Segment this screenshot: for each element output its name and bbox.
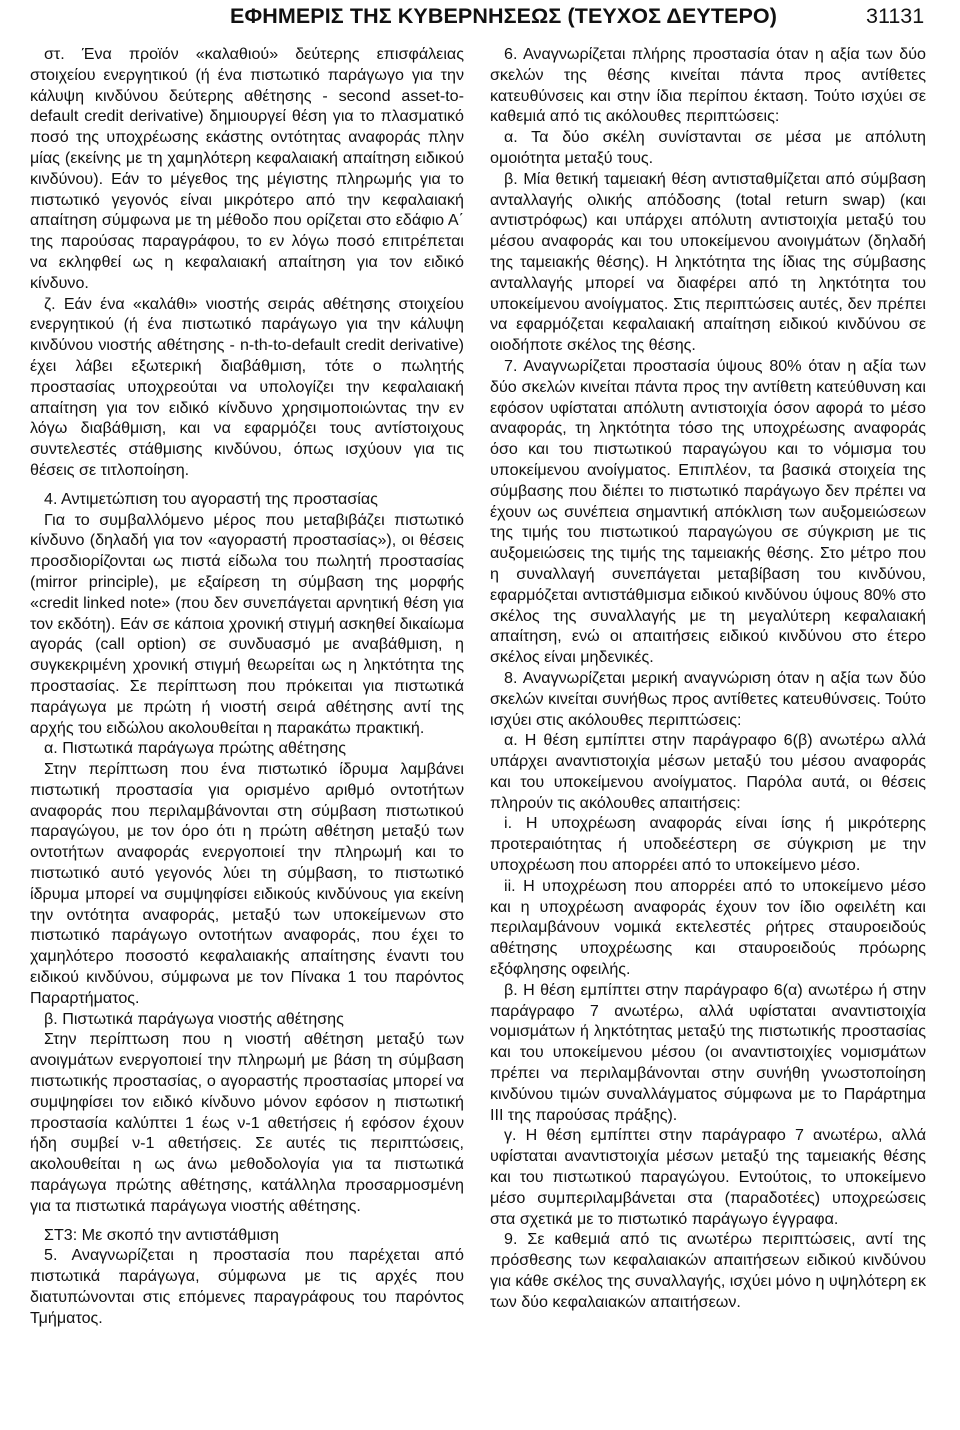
paragraph: γ. Η θέση εμπίπτει στην παράγραφο 7 ανωτέρω, αλλά υφίσταται αναντιστοιχία μέσων μεταξύ της ταμειακής θέσης και του πιστωτικού παραγώγου. Εντούτοις, το υποκείμενο μέσο συμπεριλαμβάνεται στα (παραδοτέες) υποχρεώσεις στα σχετικά με το πιστωτικό παράγωγο έγγραφα. (490, 1126, 926, 1228)
right-column (490, 44, 926, 1313)
paragraph: 6. Αναγνωρίζεται πλήρης προστασία όταν η αξία των δύο σκελών της θέσης κινείται πάντα προς αντίθετες κατευθύνσεις και στην ίδια περίπου έκταση. Τούτο ισχύει σε καθεμιά από τις ακόλουθες περιπτώσεις: (490, 45, 926, 126)
paragraph: Για το συμβαλλόμενο μέρος που μεταβιβάζει πιστωτικό κίνδυνο (δηλαδή για τον «αγοραστή προστασίας»), οι θέσεις προσδιορίζονται ως πιστά είδωλα του πωλητή προστασίας (mirror principle), με εξαίρεση τη σύμβαση της μορφής «credit linked note» (που δεν συνεπάγεται αρνητική θέση για τον εκδότη). Εάν σε κάποια χρονική στιγμή ασκηθεί δικαίωμα αγοράς (call option) σε συνδυασμό με αναβάθμιση, η συγκεκριμένη χρονική στιγμή θεωρείται ως η ληκτότητα της προστασίας. Σε περίπτωση που πρόκειται για πιστωτικά παράγωγα με πρώτη ή νιοστή σειρά αθέτησης αντί της αρχής του ειδώλου ακολουθείται η παρακάτω πρακτική. (30, 510, 464, 737)
paragraph: στ. Ένα προϊόν «καλαθιού» δεύτερης επισφάλειας στοιχείου ενεργητικού (ή ένα πιστωτικό παράγωγο για την κάλυψη κινδύνου δεύτερης αθέτησης - second asset-to-default credit derivative) δημιουργεί θέση για το πλασματικό ποσό της υποχρέωσης εκάστης οντότητας αναφοράς πλην μίας (εκείνης με τη χαμηλότερη κεφαλαιακή απαίτηση ειδικού κινδύνου). Εάν το μέγεθος της μέγιστης πληρωμής για το πιστωτικό γεγονός είναι μικρότερο από την κεφαλαιακή απαίτηση σύμφωνα με τη μέθοδο που ορίζεται στο εδάφιο Α΄ της παρούσας παραγράφου, το εν λόγω ποσό επιτρέπεται να εκληφθεί ως η κεφαλαιακή απαίτηση για τον ειδικό κίνδυνο. (30, 45, 464, 292)
subsection-heading: α. Πιστωτικά παράγωγα πρώτης αθέτησης (44, 739, 346, 758)
paragraph: β. Μία θετική ταμειακή θέση αντισταθμίζεται από σύμβαση ανταλλαγής ολικής απόδοσης (total return swap) (και αντιστρόφως) και υπάρχει απόλυτη αντιστοιχία μεταξύ του μέσου αναφοράς και του υποκείμενου ανοιγμάτων (δηλαδή της ταμειακής θέσης). Η ληκτότητα της ίδιας της σύμβασης ανταλλαγής μπορεί να διαφέρει από τη ληκτότητα του υποκείμενου ανοίγματος. Στις περιπτώσεις αυτές, δεν πρέπει να εφαρμόζεται κεφαλαιακή απαίτηση ειδικού κινδύνου σε οιοδήποτε σκέλος της θέσης. (490, 169, 926, 355)
page-number: 31131 (866, 4, 925, 28)
paragraph: 7. Αναγνωρίζεται προστασία ύψους 80% όταν η αξία των δύο σκελών κινείται πάντα προς την αντίθετη κατεύθυνση και εφόσον υφίσταται απόλυτη αντιστοιχία όσον αφορά το μέσο αναφοράς, τη ληκτότητα τόσο της υποχρέωσης αναφοράς όσο και του πιστωτικού παραγώγου και το νόμισμα του υποκείμενου ανοίγματος. Επιπλέον, τα βασικά στοιχεία της σύμβασης που διέπει το πιστωτικό παράγωγο δεν πρέπει να έχουν ως συνέπεια σημαντική απόκλιση των αυξομειώσεων της τιμής του πιστωτικού παραγώγου σε σύγκριση με τις αυξομειώσεις της τιμής της ταμειακής θέσης. Στο μέτρο που η συναλλαγή συνεπάγεται μεταβίβαση του κινδύνου, εφαρμόζεται αντιστάθμισμα ειδικού κινδύνου ύψους 80% στο σκέλος της συναλλαγής με τη μεγαλύτερη κεφαλαιακή απαίτηση, ενώ οι απαιτήσεις ειδικού κινδύνου στο έτερο σκέλος είναι μηδενικές. (490, 356, 926, 667)
section-heading: 4. Αντιμετώπιση του αγοραστή της προστασίας (44, 489, 378, 508)
paragraph: Στην περίπτωση που ένα πιστωτικό ίδρυμα λαμβάνει πιστωτική προστασία για ορισμένο αριθμό οντοτήτων αναφοράς που περιλαμβάνονται στη σύμβαση πιστωτικού παραγώγου, με τον όρο ότι η πρώτη αθέτηση μεταξύ των οντοτήτων αναφοράς ενεργοποιεί την πληρωμή και το πιστωτικό αυτό γεγονός λύει τη σύμβαση, το πιστωτικό ίδρυμα μπορεί να συμψηφίσει ειδικούς κινδύνους για εκείνη την οντότητα αναφοράς, μεταξύ των υποκείμενων στο πιστωτικό παράγωγο οντοτήτων αναφοράς, που έχει το χαμηλότερο ποσοστό κεφαλαιακής απαίτησης έναντι του ειδικού κινδύνου, σύμφωνα με τον Πίνακα 1 του παρόντος Παραρτήματος. (30, 760, 464, 1007)
paragraph: ζ. Εάν ένα «καλάθι» νιοστής σειράς αθέτησης στοιχείου ενεργητικού (ή ένα πιστωτικό παράγωγο για την κάλυψη κινδύνου νιοστής αθέτησης - n-th-to-default credit derivative) έχει λάβει εξωτερική διαβάθμιση, τότε ο πωλητής προστασίας υποχρεούται να υπολογίζει την κεφαλαιακή απαίτηση για τον ειδικό κίνδυνο χρησιμοποιώντας την εν λόγω διαβάθμιση, και να εφαρμόζει τους αντίστοιχους συντελεστές στάθμισης κινδύνου, όπως ισχύουν για τις θέσεις σε τιτλοποίηση. (30, 294, 464, 479)
page-header (0, 4, 960, 34)
paragraph: α. Η θέση εμπίπτει στην παράγραφο 6(β) ανωτέρω αλλά υπάρχει αναντιστοιχία μέσων μεταξύ του μέσου αναφοράς και του υποκείμενου ανοίγματος. Παρόλα αυτά, οι θέσεις πληρούν τις ακόλουθες απαιτήσεις: (490, 731, 926, 812)
paragraph: β. Η θέση εμπίπτει στην παράγραφο 6(α) ανωτέρω ή στην παράγραφο 7 ανωτέρω, αλλά υφίσταται αναντιστοιχία νομισμάτων ή ληκτότητας μεταξύ της πιστωτικής προστασίας και του υποκείμενου μέσου (οι αναντιστοιχίες νομισμάτων πρέπει να περιλαμβάνονται στην συνήθη γνωστοποίηση κινδύνου τιμών συναλλάγματος σύμφωνα με το Παράρτημα ΙΙΙ της παρούσας πράξης). (490, 980, 926, 1124)
section-heading: ΣΤ3: Με σκοπό την αντιστάθμιση (44, 1225, 279, 1244)
paragraph: α. Τα δύο σκέλη συνίστανται σε μέσα με απόλυτη ομοιότητα μεταξύ τους. (490, 128, 926, 167)
paragraph: ii. Η υποχρέωση που απορρέει από το υποκείμενο μέσο και η υποχρέωση αναφοράς έχουν τον ίδιο οφειλέτη και περιλαμβάνουν νομικά εκτελεστές ρήτρες σταυροειδούς αθέτησης υποχρέωσης και σταυροειδούς πρόωρης εξόφλησης οφειλής. (490, 876, 926, 979)
subsection-heading: β. Πιστωτικά παράγωγα νιοστής αθέτησης (44, 1009, 344, 1028)
gazette-title: ΕΦΗΜΕΡΙΣ ΤΗΣ ΚΥΒΕΡΝΗΣΕΩΣ (ΤΕΥΧΟΣ ΔΕΥΤΕΡΟ) (230, 4, 778, 28)
left-column (30, 44, 464, 1329)
paragraph: i. Η υποχρέωση αναφοράς είναι ίσης ή μικρότερης προτεραιότητας ή υποδεέστερη σε σύγκριση με την υποχρέωση που απορρέει από το υποκείμενο μέσο. (490, 814, 926, 875)
paragraph: 8. Αναγνωρίζεται μερική αναγνώριση όταν η αξία των δύο σκελών κινείται συνήθως προς αντίθετες κατευθύνσεις. Τούτο ισχύει στις ακόλουθες περιπτώσεις: (490, 668, 926, 729)
paragraph: Στην περίπτωση που η νιοστή αθέτηση μεταξύ των ανοιγμάτων ενεργοποιεί την πληρωμή με βάση τη σύμβαση πιστωτικής προστασίας, ο αγοραστής προστασίας μπορεί να συμψηφίσει τον ειδικό κίνδυνο μόνον εφόσον η πιστωτική προστασία καλύπτει 1 έως ν-1 αθετήσεις ή εφόσον έχουν ήδη συμβεί ν-1 αθετήσεις. Σε αυτές τις περιπτώσεις, ακολουθείται η ως άνω μεθοδολογία για τα πιστωτικά παράγωγα πρώτης αθέτησης, κατάλληλα προσαρμοσμένη για τα πιστωτικά παράγωγα νιοστής αθέτησης. (30, 1030, 464, 1215)
paragraph: 5. Αναγνωρίζεται η προστασία που παρέχεται από πιστωτικά παράγωγα, σύμφωνα με τις αρχές που διατυπώνονται στις επόμενες παραγράφους του παρόντος Τμήματος. (30, 1246, 464, 1327)
paragraph: 9. Σε καθεμιά από τις ανωτέρω περιπτώσεις, αντί της πρόσθεσης των κεφαλαιακών απαιτήσεων ειδικού κινδύνου για κάθε σκέλος της συναλλαγής, ισχύει μόνο η υψηλότερη εκ των δύο κεφαλαιακών απαιτήσεων. (490, 1230, 926, 1311)
